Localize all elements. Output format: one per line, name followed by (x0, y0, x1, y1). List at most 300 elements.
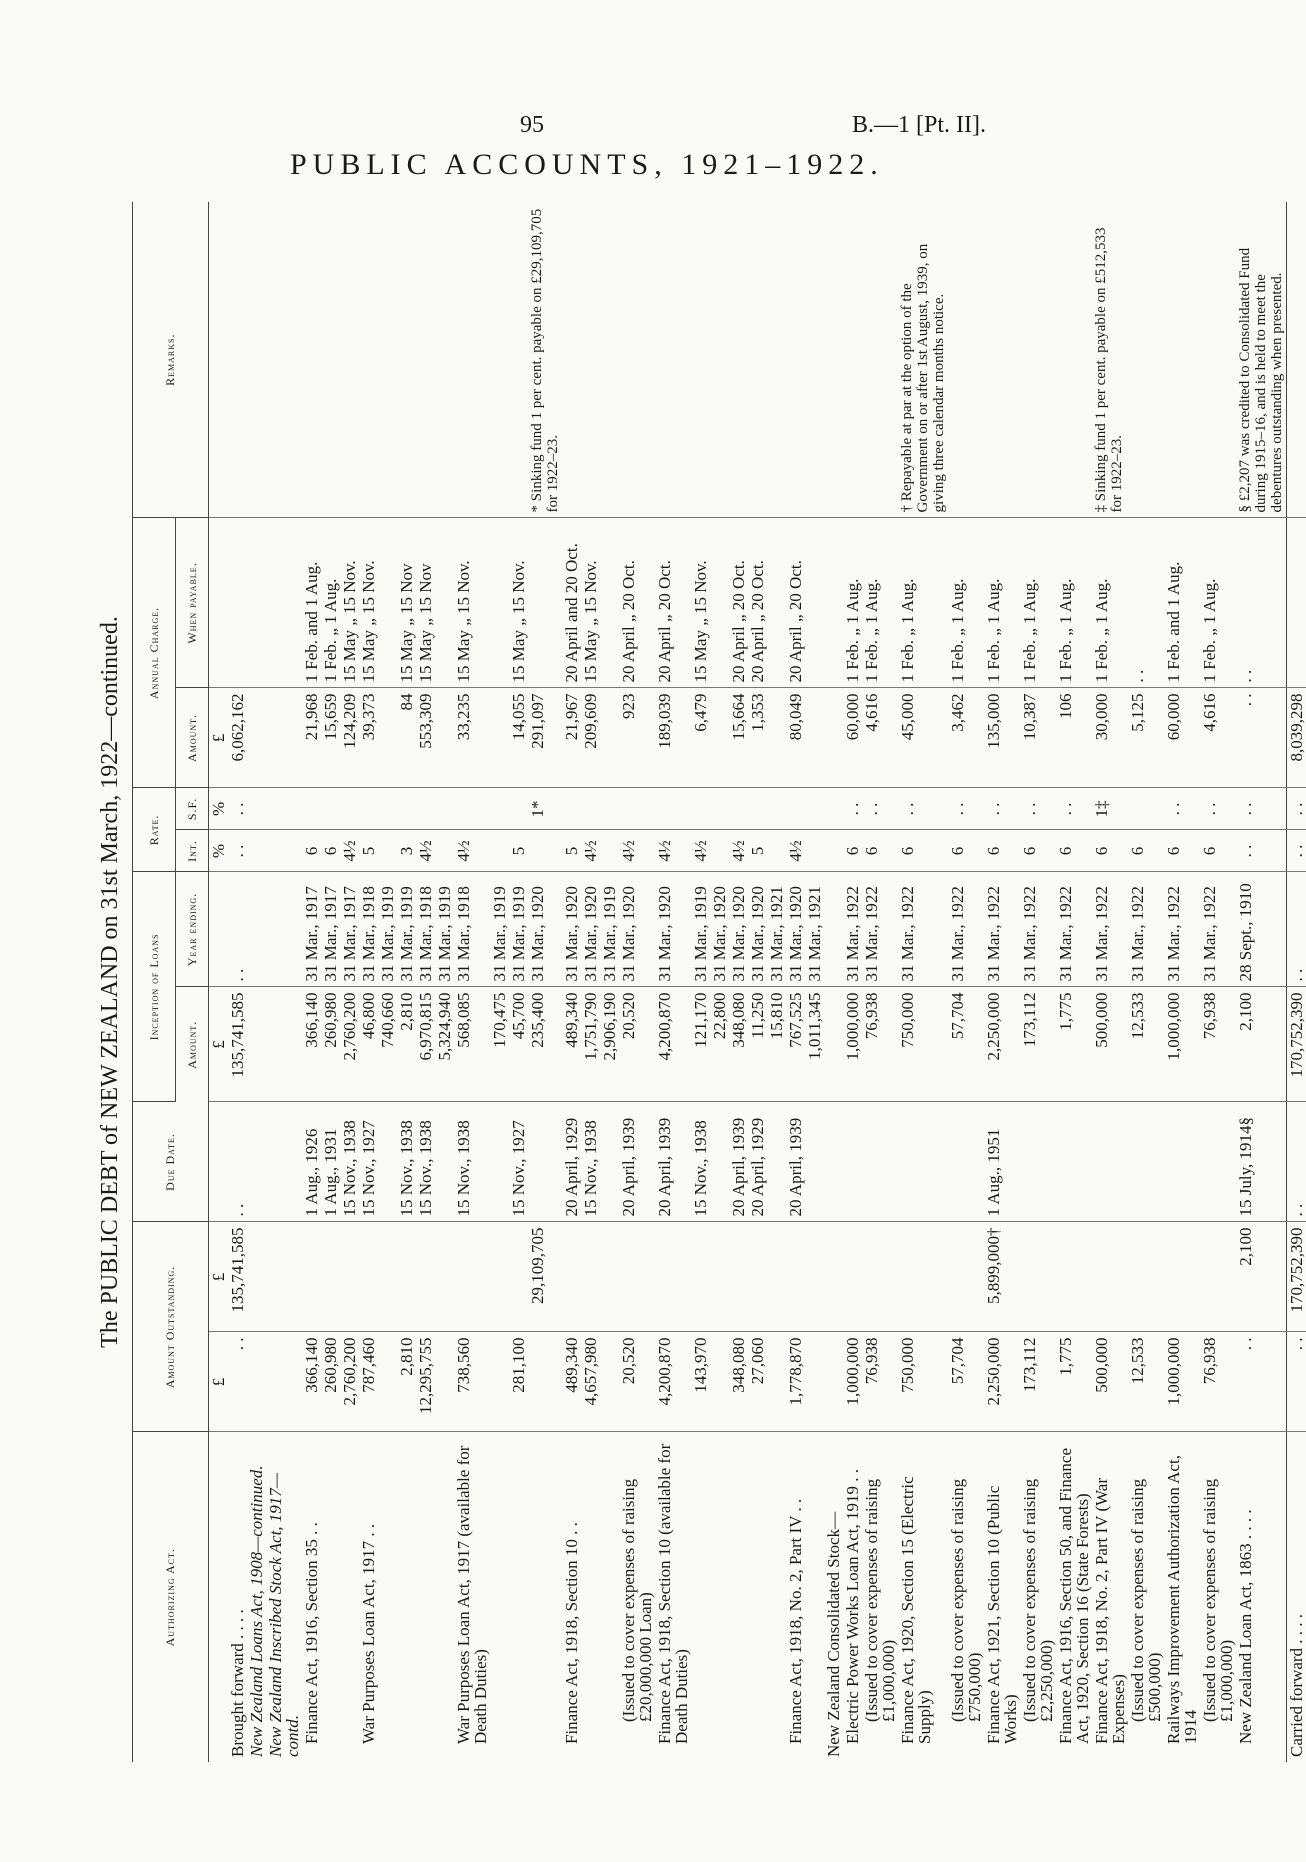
interest-rate-cell: 6 (862, 830, 898, 872)
annual-charge-cell: 1,353 (748, 688, 767, 788)
year-ending-cell: 31 Mar., 1922 (948, 872, 984, 987)
amount-outstanding-total-cell (767, 1222, 786, 1332)
annual-charge-cell (805, 688, 824, 788)
sinking-fund-rate-cell (321, 788, 340, 830)
due-date-cell: 15 Nov., 1927 (359, 1102, 378, 1222)
row-act-cell (805, 1432, 824, 1762)
unit-pound: £ (209, 688, 229, 788)
interest-rate-cell (767, 830, 786, 872)
row-act-cell: Electric Power Works Loan Act, 1919 . . (843, 1469, 862, 1744)
when-payable-cell: 1 Feb. „ 1 Aug. (1200, 518, 1236, 688)
row-act-cell: New Zealand Consolidated Stock— (824, 1511, 843, 1757)
annual-charge-cell: 106 (1056, 688, 1092, 788)
amount-outstanding-total-cell (359, 1222, 378, 1332)
annual-charge-cell: 5,125 (1128, 688, 1164, 788)
when-payable-cell (824, 518, 843, 688)
inception-amount-cell: 170,475 (490, 987, 509, 1102)
when-payable-cell: 1 Feb. „ 1 Aug. (1092, 518, 1128, 688)
remarks-cell (1200, 202, 1236, 518)
row-act-cell: (Issued to cover expenses of raising £500,000) (1128, 1478, 1164, 1722)
amount-outstanding-cell (805, 1332, 824, 1432)
sinking-fund-rate-cell: . . (898, 788, 948, 830)
interest-rate-cell (435, 830, 454, 872)
when-payable-cell: 15 May „ 15 Nov. (509, 518, 528, 688)
interest-rate-cell (378, 830, 397, 872)
amount-outstanding-total-cell (247, 1222, 266, 1332)
due-date-cell: 15 Nov., 1938 (416, 1102, 435, 1222)
sinking-fund-rate-cell (600, 788, 619, 830)
page-title: PUBLIC ACCOUNTS, 1921–1922. (290, 148, 884, 181)
annual-charge-cell: 291,097 (528, 688, 562, 788)
remarks-cell (266, 202, 302, 518)
inception-amount-cell: 568,085 (454, 987, 490, 1102)
table-row (1287, 202, 1306, 1762)
remarks-cell (397, 202, 416, 518)
amount-outstanding-cell (435, 1332, 454, 1432)
interest-rate-cell (805, 830, 824, 872)
table-row (302, 202, 321, 1762)
row-act-cell (691, 1432, 710, 1762)
amount-outstanding-total-cell: 170,752,390 (1287, 1222, 1306, 1332)
year-ending-cell: 31 Mar., 1922 (1092, 872, 1128, 987)
remarks-cell (655, 202, 691, 518)
when-payable-cell: 1 Feb. „ 1 Aug. (948, 518, 984, 688)
row-act-cell: War Purposes Loan Act, 1917 (available for Death Duties) (454, 1445, 490, 1744)
when-payable-cell (767, 518, 786, 688)
when-payable-cell: 20 April „ 20 Oct. (619, 518, 655, 688)
sinking-fund-rate-cell (302, 788, 321, 830)
amount-outstanding-total-cell (266, 1222, 302, 1332)
interest-rate-cell: 4½ (340, 830, 359, 872)
year-ending-cell: 31 Mar., 1920 (528, 872, 562, 987)
remarks-cell (509, 202, 528, 518)
annual-charge-cell: 21,967 (562, 688, 581, 788)
inception-amount-cell: 1,011,345 (805, 987, 824, 1102)
amount-outstanding-cell (600, 1332, 619, 1432)
year-ending-cell: 31 Mar., 1918 (416, 872, 435, 987)
due-date-cell (805, 1102, 824, 1222)
table-row (562, 202, 581, 1762)
due-date-cell: . . (228, 1102, 247, 1222)
inception-amount-cell: 170,752,390 (1287, 987, 1306, 1102)
year-ending-cell: 31 Mar., 1919 (600, 872, 619, 987)
inception-amount-cell: 2,760,200 (340, 987, 359, 1102)
amount-outstanding-total-cell (340, 1222, 359, 1332)
due-date-cell: 15 Nov., 1938 (581, 1102, 600, 1222)
row-act-cell: (Issued to cover expenses of raising £1,000,000) (862, 1478, 898, 1722)
amount-outstanding-cell: 1,778,870 (786, 1332, 805, 1432)
remarks-cell (862, 202, 898, 518)
table-row (843, 202, 862, 1762)
remarks-cell (1020, 202, 1056, 518)
table-row (691, 202, 710, 1762)
amount-outstanding-total-cell (824, 1222, 843, 1332)
table-body (209, 202, 1306, 1762)
table-row (266, 202, 302, 1762)
due-date-cell (767, 1102, 786, 1222)
interest-rate-cell: 6 (898, 830, 948, 872)
amount-outstanding-cell: . . (228, 1332, 247, 1432)
due-date-cell (710, 1102, 729, 1222)
amount-outstanding-cell: 20,520 (619, 1332, 655, 1432)
when-payable-cell: 15 May „ 15 Nov (416, 518, 435, 688)
when-payable-cell: 15 May „ 15 Nov. (359, 518, 378, 688)
row-act-cell: Finance Act, 1916, Section 35 . . (302, 1522, 321, 1744)
table-row (581, 202, 600, 1762)
interest-rate-cell: . . (228, 830, 247, 872)
due-date-cell: 20 April, 1939 (786, 1102, 805, 1222)
interest-rate-cell (710, 830, 729, 872)
year-ending-cell: 31 Mar., 1918 (454, 872, 490, 987)
due-date-cell: 15 Nov., 1938 (691, 1102, 710, 1222)
amount-outstanding-total-cell (710, 1222, 729, 1332)
interest-rate-cell: 5 (509, 830, 528, 872)
remarks-cell (416, 202, 435, 518)
inception-amount-cell: 6,970,815 (416, 987, 435, 1102)
amount-outstanding-total-cell (1164, 1222, 1200, 1332)
due-date-cell: 15 Nov., 1927 (509, 1102, 528, 1222)
annual-charge-cell: 30,000 (1092, 688, 1128, 788)
row-act-cell: New Zealand Inscribed Stock Act, 1917—contd. (266, 1473, 302, 1757)
header-annual-charge: Annual Charge. (133, 518, 176, 788)
year-ending-cell: 31 Mar., 1920 (710, 872, 729, 987)
interest-rate-cell: 6 (321, 830, 340, 872)
sinking-fund-rate-cell (691, 788, 710, 830)
table-row (898, 202, 948, 1762)
year-ending-cell: 31 Mar., 1919 (509, 872, 528, 987)
table-row (824, 202, 843, 1762)
remarks-cell (786, 202, 805, 518)
annual-charge-cell: 4,616 (862, 688, 898, 788)
annual-charge-cell (824, 688, 843, 788)
unit-percent: % (209, 830, 229, 872)
inception-amount-cell: 366,140 (302, 987, 321, 1102)
sinking-fund-rate-cell (454, 788, 490, 830)
inception-amount-cell: 740,660 (378, 987, 397, 1102)
remarks-cell (767, 202, 786, 518)
when-payable-cell (378, 518, 397, 688)
year-ending-cell: 31 Mar., 1922 (1128, 872, 1164, 987)
header-remarks: Remarks. (133, 202, 209, 518)
when-payable-cell (710, 518, 729, 688)
amount-outstanding-cell: . . (1287, 1332, 1306, 1432)
interest-rate-cell: 4½ (786, 830, 805, 872)
sinking-fund-rate-cell (748, 788, 767, 830)
table-row (948, 202, 984, 1762)
when-payable-cell: 1 Feb. „ 1 Aug. (1020, 518, 1056, 688)
remarks-cell (1056, 202, 1092, 518)
sinking-fund-rate-cell (619, 788, 655, 830)
inception-amount-cell: 22,800 (710, 987, 729, 1102)
year-ending-cell: 31 Mar., 1922 (984, 872, 1020, 987)
table-row (805, 202, 824, 1762)
annual-charge-cell (378, 688, 397, 788)
remarks-cell (302, 202, 321, 518)
unit-pound: £ (209, 1332, 229, 1432)
amount-outstanding-cell: 2,250,000 (984, 1332, 1020, 1432)
due-date-cell: 20 April, 1929 (562, 1102, 581, 1222)
interest-rate-cell: 6 (948, 830, 984, 872)
when-payable-cell: 15 May „ 15 Nov. (454, 518, 490, 688)
header-rate-int: Int. (176, 830, 209, 872)
sinking-fund-rate-cell: . . (1020, 788, 1056, 830)
amount-outstanding-cell: 76,938 (862, 1332, 898, 1432)
amount-outstanding-cell: 738,560 (454, 1332, 490, 1432)
annual-charge-cell (266, 688, 302, 788)
table-row (1056, 202, 1092, 1762)
remarks-cell (748, 202, 767, 518)
when-payable-cell: 1 Feb. „ 1 Aug. (1056, 518, 1092, 688)
interest-rate-cell: 4½ (691, 830, 710, 872)
due-date-cell (898, 1102, 948, 1222)
sinking-fund-rate-cell: . . (843, 788, 862, 830)
remarks-cell (340, 202, 359, 518)
sinking-fund-rate-cell (397, 788, 416, 830)
table-row (454, 202, 490, 1762)
when-payable-cell: 20 April „ 20 Oct. (786, 518, 805, 688)
year-ending-cell: 31 Mar., 1922 (1020, 872, 1056, 987)
when-payable-cell: 15 May „ 15 Nov. (581, 518, 600, 688)
amount-outstanding-cell: 2,810 (397, 1332, 416, 1432)
inception-amount-cell (247, 987, 266, 1102)
inception-amount-cell (824, 987, 843, 1102)
row-act-cell: (Issued to cover expenses of raising £20,000,000 Loan) (619, 1478, 655, 1722)
row-act-cell: Finance Act, 1920, Section 15 (Electric Supply) (898, 1476, 934, 1744)
sinking-fund-rate-cell (435, 788, 454, 830)
amount-outstanding-total-cell (691, 1222, 710, 1332)
amount-outstanding-total-cell: 5,899,000† (984, 1222, 1020, 1332)
amount-outstanding-cell: 787,460 (359, 1332, 378, 1432)
interest-rate-cell: . . (1236, 830, 1287, 872)
due-date-cell (1164, 1102, 1200, 1222)
amount-outstanding-total-cell (397, 1222, 416, 1332)
amount-outstanding-cell (247, 1332, 266, 1432)
table-row (435, 202, 454, 1762)
interest-rate-cell: . . (1287, 830, 1306, 872)
interest-rate-cell: 4½ (729, 830, 748, 872)
amount-outstanding-total-cell (655, 1222, 691, 1332)
table-row (600, 202, 619, 1762)
year-ending-cell: 31 Mar., 1919 (435, 872, 454, 987)
due-date-cell: 20 April, 1939 (655, 1102, 691, 1222)
remarks-cell (824, 202, 843, 518)
when-payable-cell: 1 Feb. and 1 Aug. (302, 518, 321, 688)
public-debt-table (132, 202, 1306, 1762)
year-ending-cell: 31 Mar., 1919 (397, 872, 416, 987)
amount-outstanding-total-cell (729, 1222, 748, 1332)
amount-outstanding-total-cell (600, 1222, 619, 1332)
sinking-fund-rate-cell (340, 788, 359, 830)
year-ending-cell: . . (1287, 872, 1306, 987)
year-ending-cell (247, 872, 266, 987)
sinking-fund-rate-cell: . . (1200, 788, 1236, 830)
amount-outstanding-total-cell (454, 1222, 490, 1332)
inception-amount-cell: 11,250 (748, 987, 767, 1102)
amount-outstanding-total-cell (435, 1222, 454, 1332)
header-inception: Inception of Loans (133, 872, 176, 1102)
amount-outstanding-cell: 76,938 (1200, 1332, 1236, 1432)
annual-charge-cell: 15,659 (321, 688, 340, 788)
due-date-cell: 15 Nov., 1938 (340, 1102, 359, 1222)
remarks-cell (619, 202, 655, 518)
sinking-fund-rate-cell (416, 788, 435, 830)
row-act-cell (710, 1432, 729, 1762)
remarks-cell (562, 202, 581, 518)
when-payable-cell (247, 518, 266, 688)
remarks-cell (490, 202, 509, 518)
sinking-fund-rate-cell (247, 788, 266, 830)
remarks-cell (729, 202, 748, 518)
inception-amount-cell: 2,810 (397, 987, 416, 1102)
amount-outstanding-total-cell (1056, 1222, 1092, 1332)
sinking-fund-rate-cell (266, 788, 302, 830)
inception-amount-cell: 135,741,585 (228, 987, 247, 1102)
table-row (321, 202, 340, 1762)
row-act-cell: (Issued to cover expenses of raising £1,000,000) (1200, 1478, 1236, 1722)
when-payable-cell (528, 518, 562, 688)
interest-rate-cell: 6 (1200, 830, 1236, 872)
annual-charge-cell: 84 (397, 688, 416, 788)
remarks-cell (984, 202, 1020, 518)
sinking-fund-rate-cell: 1* (528, 788, 562, 830)
when-payable-cell (600, 518, 619, 688)
header-inception-amount: Amount. (176, 987, 209, 1102)
amount-outstanding-total-cell (1200, 1222, 1236, 1332)
when-payable-cell (805, 518, 824, 688)
when-payable-cell (266, 518, 302, 688)
table-row (228, 202, 247, 1762)
amount-outstanding-cell (378, 1332, 397, 1432)
inception-amount-cell: 46,800 (359, 987, 378, 1102)
sinking-fund-rate-cell (786, 788, 805, 830)
header-amount-outstanding: Amount Outstanding. (133, 1222, 209, 1432)
row-act-cell: (Issued to cover expenses of raising £750,000) (948, 1478, 984, 1722)
year-ending-cell: 31 Mar., 1920 (581, 872, 600, 987)
when-payable-cell: 1 Feb. „ 1 Aug. (862, 518, 898, 688)
when-payable-cell: 1 Feb. „ 1 Aug. (843, 518, 862, 688)
interest-rate-cell: 6 (302, 830, 321, 872)
year-ending-cell: 31 Mar., 1922 (843, 872, 862, 987)
interest-rate-cell: 6 (1128, 830, 1164, 872)
amount-outstanding-total-cell (898, 1222, 948, 1332)
table-row (710, 202, 729, 1762)
amount-outstanding-total-cell: 2,100 (1236, 1222, 1287, 1332)
year-ending-cell: 31 Mar., 1922 (1056, 872, 1092, 987)
sinking-fund-rate-cell: . . (1164, 788, 1200, 830)
annual-charge-cell: 209,609 (581, 688, 600, 788)
inception-amount-cell: 173,112 (1020, 987, 1056, 1102)
annual-charge-cell (435, 688, 454, 788)
due-date-cell: 1 Aug., 1926 (302, 1102, 321, 1222)
remarks-cell: * Sinking fund 1 per cent. payable on £29,109,705 for 1922–23. (528, 202, 562, 518)
annual-charge-cell: 10,387 (1020, 688, 1056, 788)
remarks-cell (805, 202, 824, 518)
inception-amount-cell: 57,704 (948, 987, 984, 1102)
amount-outstanding-cell (767, 1332, 786, 1432)
amount-outstanding-cell: 173,112 (1020, 1332, 1056, 1432)
when-payable-cell: . . (1128, 518, 1164, 688)
annual-charge-cell: 135,000 (984, 688, 1020, 788)
row-act-cell (397, 1432, 416, 1762)
table-row (340, 202, 359, 1762)
inception-amount-cell: 489,340 (562, 987, 581, 1102)
sinking-fund-rate-cell (581, 788, 600, 830)
sinking-fund-rate-cell (490, 788, 509, 830)
remarks-cell (600, 202, 619, 518)
amount-outstanding-cell: 489,340 (562, 1332, 581, 1432)
due-date-cell: 20 April, 1939 (729, 1102, 748, 1222)
sinking-fund-rate-cell: . . (862, 788, 898, 830)
amount-outstanding-cell: 366,140 (302, 1332, 321, 1432)
due-date-cell (862, 1102, 898, 1222)
row-act-cell (509, 1432, 528, 1762)
due-date-cell (824, 1102, 843, 1222)
sinking-fund-rate-cell: . . (1236, 788, 1287, 830)
due-date-cell: . . (1287, 1102, 1306, 1222)
row-act-cell (378, 1432, 397, 1762)
amount-outstanding-cell: 57,704 (948, 1332, 984, 1432)
header-when-payable: When payable. (176, 518, 209, 688)
annual-charge-cell: 60,000 (843, 688, 862, 788)
amount-outstanding-cell: 750,000 (898, 1332, 948, 1432)
amount-outstanding-total-cell (619, 1222, 655, 1332)
year-ending-cell: 31 Mar., 1917 (340, 872, 359, 987)
when-payable-cell: 15 May „ 15 Nov. (691, 518, 710, 688)
row-act-cell: Finance Act, 1921, Section 10 (Public Works) (984, 1485, 1020, 1744)
due-date-cell (528, 1102, 562, 1222)
row-act-cell: New Zealand Loan Act, 1863 . . . . (1236, 1509, 1255, 1744)
row-act-cell (435, 1432, 454, 1762)
remarks-cell (321, 202, 340, 518)
table-row (984, 202, 1020, 1762)
annual-charge-cell (767, 688, 786, 788)
rotated-debt-table (90, 202, 1306, 1762)
when-payable-cell: 1 Feb. „ 1 Aug. (321, 518, 340, 688)
table-row (767, 202, 786, 1762)
amount-outstanding-cell: 4,200,870 (655, 1332, 691, 1432)
interest-rate-cell: 4½ (581, 830, 600, 872)
interest-rate-cell: 4½ (619, 830, 655, 872)
inception-amount-cell: 2,100 (1236, 987, 1287, 1102)
table-row (786, 202, 805, 1762)
row-act-cell: New Zealand Loans Act, 1908—continued. (247, 1465, 266, 1757)
amount-outstanding-cell: 4,657,980 (581, 1332, 600, 1432)
row-act-cell: Finance Act, 1918, No. 2, Part IV (War Expenses) (1092, 1477, 1128, 1744)
when-payable-cell: 20 April „ 20 Oct. (655, 518, 691, 688)
amount-outstanding-total-cell (302, 1222, 321, 1332)
sinking-fund-rate-cell: . . (984, 788, 1020, 830)
inception-amount-cell: 767,525 (786, 987, 805, 1102)
amount-outstanding-cell (528, 1332, 562, 1432)
amount-outstanding-cell: 1,000,000 (1164, 1332, 1200, 1432)
row-act-cell: (Issued to cover expenses of raising £2,250,000) (1020, 1478, 1056, 1722)
annual-charge-cell: 923 (619, 688, 655, 788)
interest-rate-cell: 6 (984, 830, 1020, 872)
inception-amount-cell: 15,810 (767, 987, 786, 1102)
when-payable-cell: 1 Feb. and 1 Aug. (1164, 518, 1200, 688)
amount-outstanding-total-cell (843, 1222, 862, 1332)
sinking-fund-rate-cell (824, 788, 843, 830)
amount-outstanding-total-cell (948, 1222, 984, 1332)
amount-outstanding-cell: 27,060 (748, 1332, 767, 1432)
header-authorizing-act: Authorizing Act. (133, 1432, 209, 1762)
amount-outstanding-total-cell (786, 1222, 805, 1332)
row-act-cell: Railways Improvement Authorization Act, 1914 (1164, 1455, 1200, 1744)
inception-amount-cell: 76,938 (862, 987, 898, 1102)
row-act-cell (490, 1432, 509, 1762)
inception-amount-cell: 1,000,000 (1164, 987, 1200, 1102)
table-row (359, 202, 378, 1762)
